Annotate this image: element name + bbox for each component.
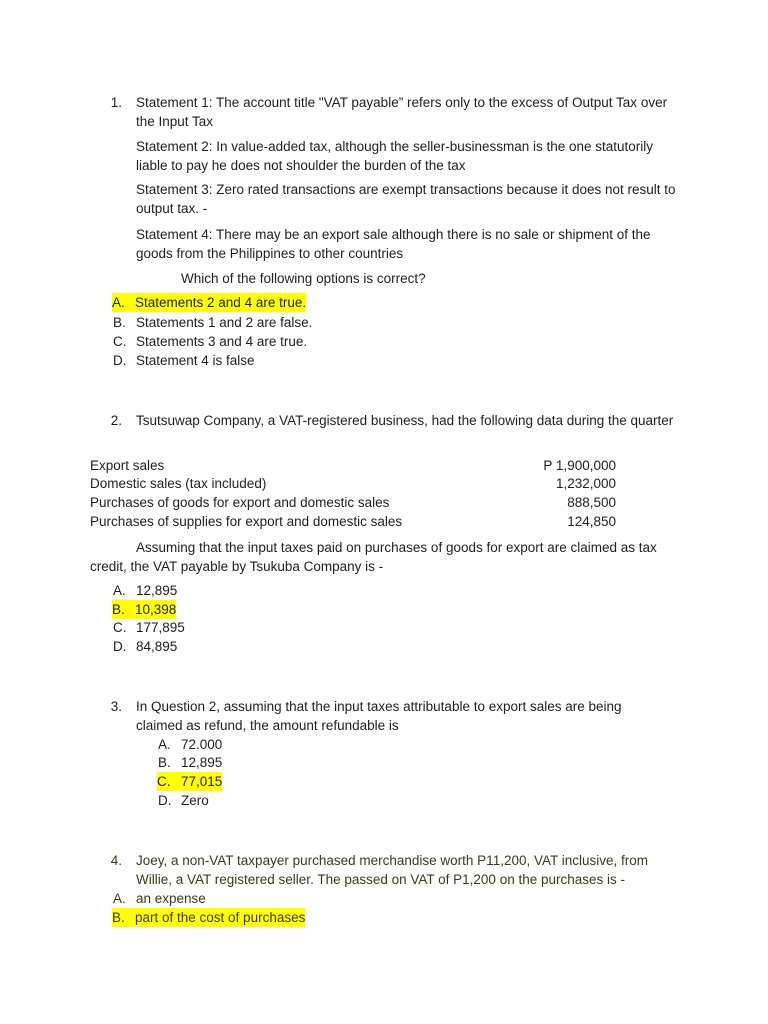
option-text: Statements 3 and 4 are true. [136,334,308,349]
statement-1: Statement 1: The account title "VAT payable” refers only to the excess of Output Tax over the Input Tax [136,95,668,129]
option-letter: D. [113,639,127,654]
option-letter: B. [112,908,135,927]
table-row [90,456,616,475]
question-prompt: Which of the following options is correct? [181,271,426,286]
statement-2: Statement 2: In value-added tax, although the seller-businessman is the one statutorily liable to pay he does not shoulder the burden of the tax [136,139,654,173]
option-text: an expense [136,891,206,906]
option-text: Statement 4 is false [136,353,255,368]
option-letter: A. [158,737,171,752]
row-value: P 1,900,000 [543,458,616,473]
row-label: Purchases of supplies for export and domestic sales [90,514,403,529]
option-text: 72.000 [181,737,223,752]
option-letter: D. [113,353,127,368]
row-value: 124,850 [567,514,616,529]
option-letter: A. [113,891,126,906]
option-text: Statements 1 and 2 are false. [136,315,313,330]
option-letter: B. [112,600,135,619]
question-number: 4. [110,853,122,868]
option-letter: A. [113,583,126,598]
row-value: 888,500 [567,495,616,510]
question-text: In Question 2, assuming that the input taxes attributable to export sales are being claimed as refund, the amount refundable is [136,699,622,733]
option-text: part of the cost of purchases [135,910,306,925]
option-letter: C. [113,620,127,635]
option-text: 12,895 [136,583,178,598]
table-row [90,493,616,512]
option-text: 84,895 [136,639,178,654]
statement-3: Statement 3: Zero rated transactions are exempt transactions because it does not result to output tax. - [136,182,676,216]
question-intro: Tsutsuwap Company, a VAT-registered business, had the following data during the quarter [136,413,674,428]
row-value: 1,232,000 [555,476,616,491]
question-number: 2. [110,413,122,428]
row-label: Export sales [90,458,165,473]
option-letter: D. [158,793,172,808]
option-text: 77,015 [181,774,223,789]
option-text: 10,398 [135,602,177,617]
question-number: 1. [110,95,122,110]
option-text: Statements 2 and 4 are true. [135,295,307,310]
row-label: Purchases of goods for export and domestic sales [90,495,390,510]
option-text: 177,895 [136,620,185,635]
option-letter: B. [158,755,171,770]
row-label: Domestic sales (tax included) [90,476,267,491]
question-text-line-1: Assuming that the input taxes paid on purchases of goods for export are claimed as tax [136,540,657,555]
question-text: Joey, a non-VAT taxpayer purchased merchandise worth P11,200, VAT inclusive, from Willie, a VAT registered seller. The passed on VAT of P1,200 on the purchases is - [136,853,649,887]
question-number: 3. [110,699,122,714]
option-letter: B. [113,315,126,330]
statement-4: Statement 4: There may be an export sale although there is no sale or shipment of the goods from the Philippines to other countries [136,227,651,261]
option-text: Zero [181,793,209,808]
option-letter: A. [112,293,135,312]
table-row [90,512,616,531]
option-letter: C. [113,334,127,349]
option-letter: C. [157,772,181,791]
option-text: 12,895 [181,755,223,770]
question-text-line-2: credit, the VAT payable by Tsukuba Company is - [90,559,384,574]
table-row [90,474,616,493]
